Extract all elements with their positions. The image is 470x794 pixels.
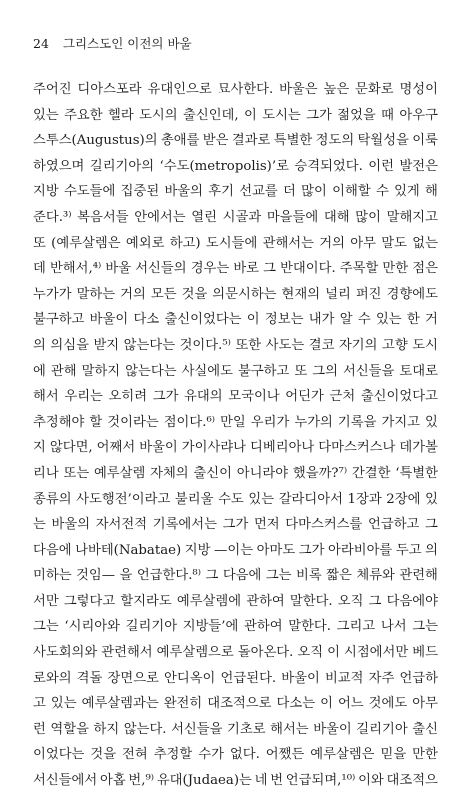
running-title: 그리스도인 이전의 바울 — [62, 36, 192, 51]
text-line: 추정해야 할 것이라는 점이다.⁶⁾ 만일 우리가 누가의 기록을 가지고 있 — [33, 414, 438, 430]
text-line: 서만 그렇다고 할지라도 예루살렘에 관하여 말한다. 오직 그 다음에야 — [33, 593, 438, 609]
text-line: 서신들에서 아홉 번,⁹⁾ 유대(Judaea)는 네 번 언급되며,¹⁰⁾ 이와 대조적으 — [33, 773, 438, 789]
text-line: 있는 주요한 헬라 도시의 출신인데, 이 도시는 그가 젊었을 때 아우구 — [33, 107, 438, 123]
text-line: 하였으며 길리기아의 ‘수도(metropolis)’로 승격되었다. 이런 발전은 — [33, 158, 438, 174]
text-line: 준다.³⁾ 복음서들 안에서는 열린 시골과 마을들에 대해 많이 말해지고 — [33, 209, 438, 225]
text-line: 고 있는 예루살렘과는 완전히 대조적으로 다소는 이 어느 것에도 아무 — [33, 696, 438, 712]
page-number: 24 — [33, 36, 49, 51]
text-line: 누가가 말하는 거의 모든 것을 의문시하는 현재의 널리 퍼진 경향에도 — [33, 286, 438, 302]
text-line: 데 반해서,⁴⁾ 바울 서신들의 경우는 바로 그 반대이다. 주목할 만한 점은 — [33, 261, 438, 277]
text-line: 이었다는 것을 전혀 추정할 수가 없다. 어쨌든 예루살렘은 믿을 만한 — [33, 747, 438, 763]
text-line: 미하는 것임— 을 언급한다.⁸⁾ 그 다음에 그는 비록 짧은 체류와 관련해 — [33, 568, 438, 584]
text-line: 에 관해 말하지 않는다는 사실에도 불구하고 또 그의 서신들을 토대로 — [33, 363, 438, 379]
text-line: 종류의 사도행전’이라고 불리울 수도 있는 갈라디아서 1장과 2장에 있 — [33, 491, 438, 507]
text-line: 스투스(Augustus)의 총애를 받은 결과로 특별한 정도의 탁월성을 이룩 — [33, 133, 438, 149]
text-line: 불구하고 바울이 다소 출신이었다는 이 정보는 내가 알 수 있는 한 거 — [33, 312, 438, 328]
text-line: 주어진 디아스포라 유대인으로 묘사한다. 바울은 높은 문화로 명성이 — [33, 82, 438, 97]
text-line: 의 의심을 받지 않는다는 것이다.⁵⁾ 또한 사도는 결코 자기의 고향 도시 — [33, 337, 438, 353]
text-line: 리나 또는 예루살렘 자체의 출신이 아니라야 했을까?⁷⁾ 간결한 ‘특별한 — [33, 465, 438, 481]
text-line: 또 (예루살렘은 예외로 하고) 도시들에 관해서는 거의 아무 말도 없는 — [33, 235, 438, 251]
text-line: 런 역할을 하지 않는다. 서신들을 기초로 해서는 바울이 길리기아 출신 — [33, 721, 438, 737]
text-line: 지 않다면, 어째서 바울이 가이사랴나 디베리아나 다마스커스나 데가볼 — [33, 440, 438, 456]
body-text — [33, 77, 438, 794]
text-line: 는 바울의 자서전적 기록에서는 그가 먼저 다마스커스를 언급하고 그 — [33, 517, 438, 533]
text-line: 사도회의와 관련해서 예루살렘으로 돌아온다. 오직 이 시점에서만 베드 — [33, 645, 438, 661]
text-line: 해서 우리는 오히려 그가 유대의 모국이나 어딘가 근처 출신이었다고 — [33, 389, 438, 405]
text-line: 로와의 격돌 장면으로 안디옥이 언급된다. 바울이 비교적 자주 언급하 — [33, 670, 438, 686]
text-line: 다음에 나바테(Nabatae) 지방 —이는 아마도 그가 아라비아를 두고 의 — [33, 542, 438, 558]
text-line: 그는 ‘시리아와 길리기아 지방들’에 관하여 말한다. 그리고 나서 그는 — [33, 619, 438, 635]
text-line: 지방 수도들에 집중된 바울의 후기 선교를 더 많이 이해할 수 있게 해 — [33, 184, 438, 200]
running-head — [33, 34, 192, 52]
